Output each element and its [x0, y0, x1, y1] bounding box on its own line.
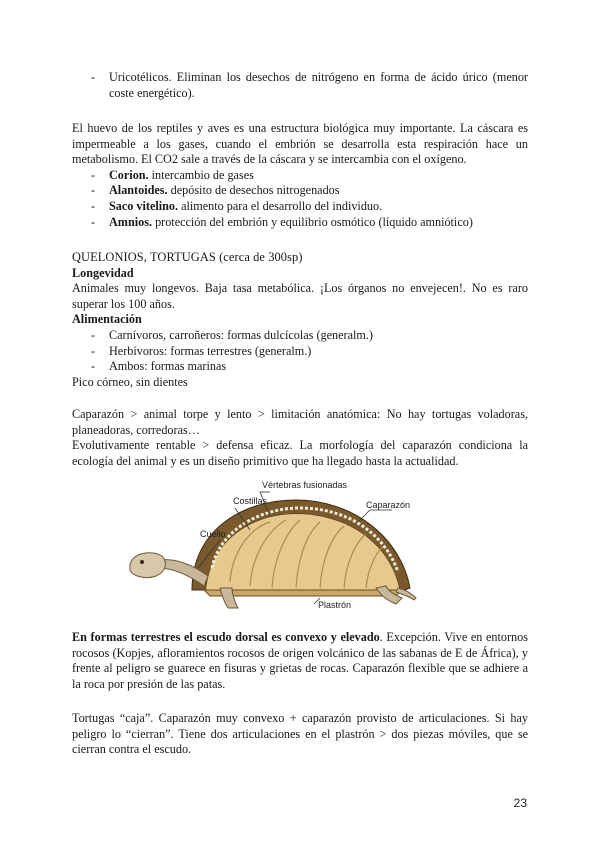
membranes-list [72, 168, 528, 230]
membrane-desc: alimento para el desarrollo del individuo. [178, 198, 383, 213]
shell-block [72, 407, 528, 469]
feeding-heading: Alimentación [72, 312, 142, 327]
membrane-term: Alantoides. [109, 183, 168, 198]
label-plastron: Plastrón [318, 600, 352, 610]
label-ribs: Costillas [233, 496, 268, 506]
egg-paragraph: El huevo de los reptiles y aves es una estructura biológica muy importante. La cáscara es impermeable a los gases, cuando el embrión se desarrolla esta respiración hace un metabolismo. El CO2 sale a través de la cáscara y se intercambia con el oxígeno. [72, 121, 528, 167]
shell-text-2: Evolutivamente rentable > defensa eficaz. La morfología del caparazón condiciona la ecología del animal y es un diseño primitivo que ha llegado hasta la actualidad. [72, 438, 528, 468]
terrestrial-paragraph [72, 630, 528, 692]
membrane-term: Corion. [109, 167, 149, 182]
membrane-desc: protección del embrión y equilibrio osmótico (líquido amniótico) [152, 214, 473, 229]
label-vertebrae: Vértebras fusionadas [262, 480, 348, 490]
terrestrial-block [72, 630, 528, 692]
membrane-item [72, 168, 528, 184]
quelonios-section [72, 250, 528, 390]
box-turtle-paragraph: Tortugas “caja”. Caparazón muy convexo + caparazón provisto de articulaciones. Si hay peligro lo “cierran”. Tiene dos articulaciones en el plastrón > dos piezas móviles, que se cierran contra el escudo. [72, 711, 528, 757]
box-turtle-block [72, 711, 528, 758]
page-number: 23 [513, 796, 527, 810]
egg-block [72, 121, 528, 230]
section-title: QUELONIOS, TORTUGAS (cerca de 300sp) [72, 250, 303, 264]
feeding-item: - Herbívoros: formas terrestres (generalm.) [72, 344, 528, 360]
longevity-heading: Longevidad [72, 265, 134, 280]
head-shape [130, 553, 165, 578]
shell-text-1: Caparazón > animal torpe y lento > limitación anatómica: No hay tortugas voladoras, planeadoras, corredoras… [72, 407, 528, 437]
eye-shape [140, 560, 144, 564]
membrane-item [72, 183, 528, 199]
membrane-term: Amnios. [109, 214, 153, 229]
feeding-list [72, 328, 528, 375]
terrestrial-text: . Excepción. Vive en entornos rocosos (Kopjes, afloramientos rocosos de origen volcánico de las sabanas de E de África), y frente al peligro se guarece en fisuras y grietas de rocas. Caparazón flexible que se adhiere a la roca por presión de las patas. [72, 630, 528, 691]
uricotelicos-block [72, 70, 528, 101]
membrane-item [72, 215, 528, 231]
turtle-anatomy-figure [100, 472, 440, 612]
plastron-shape [204, 590, 402, 596]
membrane-desc: intercambio de gases [148, 167, 254, 182]
label-carapace: Caparazón [366, 500, 411, 510]
beak-text: Pico córneo, sin dientes [72, 374, 188, 389]
uricotelicos-item: - Uricotélicos. Eliminan los desechos de nitrógeno en forma de ácido úrico (menor coste energético). [72, 70, 528, 101]
membrane-item [72, 199, 528, 215]
label-neck: Cuello [200, 529, 226, 539]
membrane-desc: depósito de desechos nitrogenados [167, 183, 340, 198]
membrane-term: Saco vitelino. [109, 198, 179, 213]
feeding-item: - Carnívoros, carroñeros: formas dulcícolas (generalm.) [72, 328, 528, 344]
longevity-text: Animales muy longevos. Baja tasa metabólica. ¡Los órganos no envejecen!. No es raro superar los 100 años. [72, 281, 528, 311]
turtle-illustration [100, 472, 440, 612]
terrestrial-bold: En formas terrestres el escudo dorsal es convexo y elevado [72, 630, 380, 644]
feeding-item: - Ambos: formas marinas [72, 359, 528, 375]
